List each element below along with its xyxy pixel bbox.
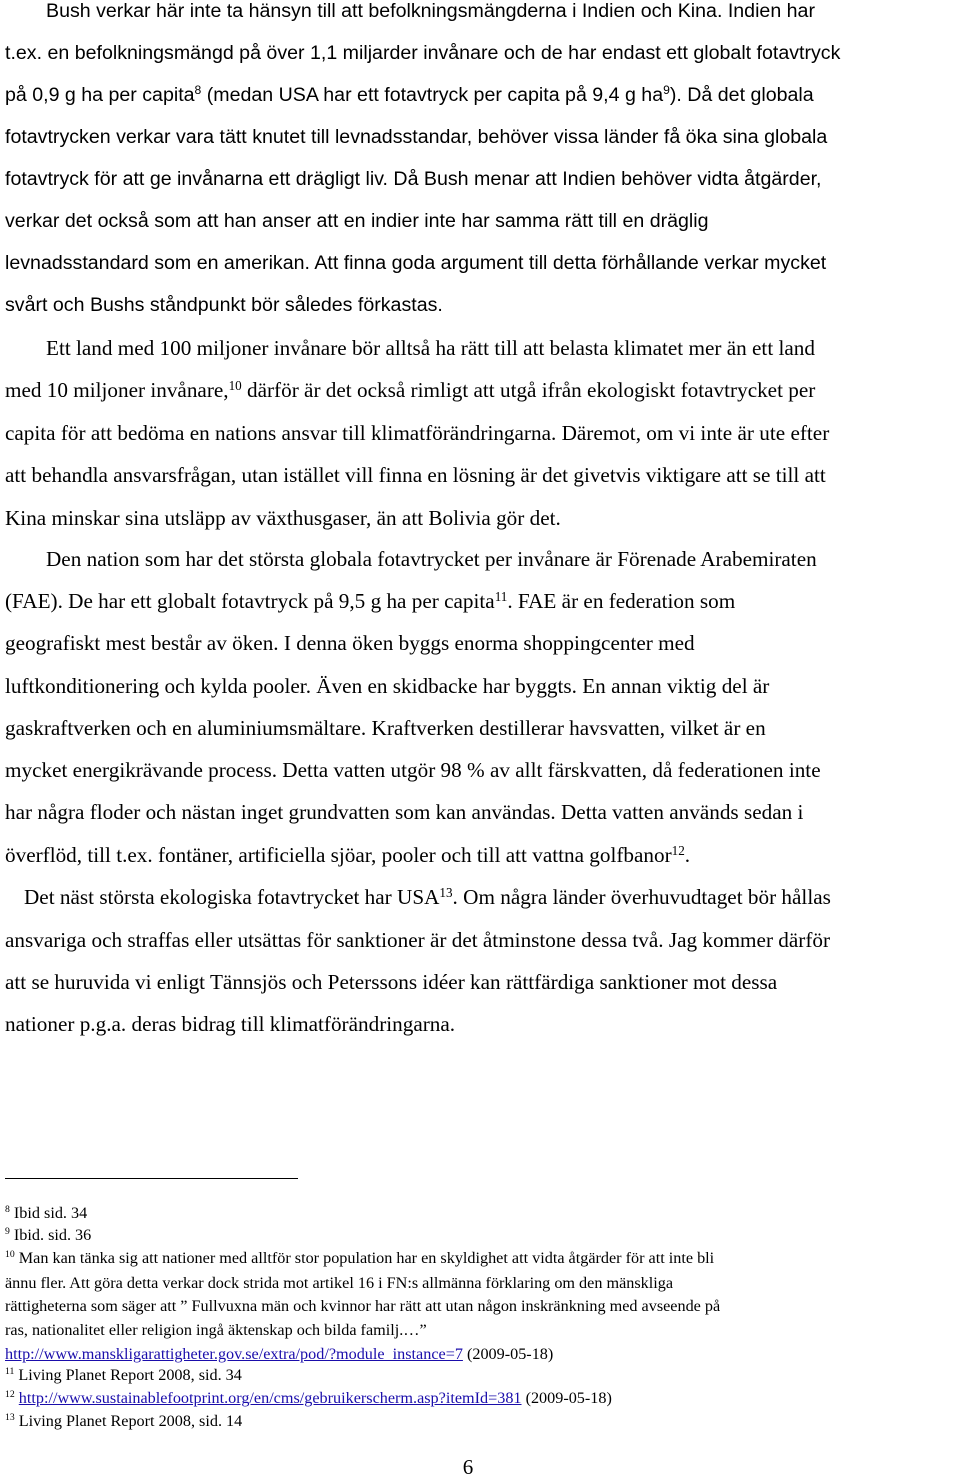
- paragraph-line: [5, 128, 827, 148]
- footnote-10-line: [5, 1275, 673, 1291]
- footnote-link[interactable]: http://www.manskligarattigheter.gov.se/extra/pod/?module_instance=7: [5, 1345, 463, 1363]
- text: nationer p.g.a. deras bidrag till klimatförändringarna.: [5, 1012, 456, 1036]
- footnote-number: 8: [5, 1204, 10, 1216]
- footnote-ref-10[interactable]: 10: [228, 377, 242, 393]
- text: . FAE är en federation som: [507, 589, 736, 613]
- paragraph-line: [5, 254, 826, 274]
- text: .: [684, 843, 691, 867]
- text: (FAE). De har ett globalt fotavtryck på 9,5 g ha per capita: [5, 589, 495, 613]
- footnote-link[interactable]: http://www.sustainablefootprint.org/en/cms/gebruikerscherm.asp?itemId=381: [18, 1389, 522, 1407]
- paragraph-line: [5, 760, 821, 781]
- footnote-8: [5, 1205, 87, 1221]
- text: levnadsstandard som en amerikan. Att finna goda argument till detta förhållande verkar mycket: [5, 252, 827, 274]
- paragraph-line: [5, 212, 709, 232]
- footnote-10-line: [5, 1346, 553, 1362]
- footnote-date: (2009-05-18): [521, 1389, 612, 1407]
- footnote-number: 13: [5, 1412, 15, 1424]
- footnote-number: 11: [5, 1366, 15, 1378]
- footnote-number: 12: [5, 1389, 15, 1401]
- footnote-ref-13[interactable]: 13: [439, 884, 453, 900]
- footnote-number: 10: [5, 1249, 15, 1261]
- text: . Om några länder överhuvudtaget bör hållas: [452, 885, 831, 909]
- text: mycket energikrävande process. Detta vatten utgör 98 % av allt färskvatten, då federationen inte: [5, 758, 821, 782]
- footnote-ref-11[interactable]: 11: [494, 588, 508, 604]
- footnote-text: Ibid sid. 34: [9, 1204, 88, 1222]
- footnote-10-line: [5, 1298, 720, 1314]
- text: verkar det också som att han anser att en indier inte har samma rätt till en dräglig: [5, 210, 709, 232]
- footnote-10: [5, 1250, 714, 1266]
- footnote-separator: [5, 1178, 298, 1179]
- paragraph-line: [5, 842, 691, 867]
- paragraph-line: [5, 718, 766, 739]
- text: därför är det också rimligt att utgå ifrån ekologiskt fotavtrycket per: [241, 378, 816, 402]
- text: Kina minskar sina utsläpp av växthusgaser, än att Bolivia gör det.: [5, 506, 561, 530]
- paragraph-line: [5, 972, 777, 993]
- footnote-date: (2009-05-18): [462, 1345, 554, 1363]
- paragraph-line: [5, 508, 561, 529]
- footnote-text: Man kan tänka sig att nationer med alltför stor population har en skyldighet att vidta åtgärder för att inte bli: [14, 1249, 715, 1267]
- footnote-13: [5, 1413, 242, 1429]
- paragraph-line: [5, 588, 736, 613]
- footnote-12: [5, 1390, 612, 1406]
- footnote-text: Ibid. sid. 36: [9, 1226, 92, 1244]
- text: fotavtryck för att ge invånarna ett drägligt liv. Då Bush menar att Indien behöver vidta åtgärder,: [5, 168, 822, 190]
- footnote-ref-12[interactable]: 12: [671, 842, 685, 858]
- text: ). Då det globala: [669, 84, 814, 106]
- text: att se huruvida vi enligt Tännsjös och Peterssons idéer kan rättfärdiga sanktioner mot dessa: [5, 970, 778, 994]
- footnote-text: Living Planet Report 2008, sid. 34: [14, 1366, 242, 1384]
- footnote-text: ras, nationalitet eller religion ingå äktenskap och bilda familj.…”: [5, 1321, 427, 1339]
- paragraph-line: [46, 549, 817, 570]
- text: Bush verkar här inte ta hänsyn till att befolkningsmängderna i Indien och Kina. Indien har: [46, 0, 815, 22]
- text: svårt och Bushs ståndpunkt bör således förkastas.: [5, 294, 443, 316]
- paragraph-line: [24, 884, 831, 909]
- footnote-text: Living Planet Report 2008, sid. 14: [14, 1412, 243, 1430]
- text: på 0,9 g ha per capita: [5, 84, 195, 106]
- paragraph-line: [46, 338, 815, 359]
- footnote-text: rättigheterna som säger att ” Fullvuxna män och kvinnor har rätt att utan någon inskränkning med avseende på: [5, 1297, 721, 1315]
- text: har några floder och nästan inget grundvatten som kan användas. Detta vatten används sedan i: [5, 800, 804, 824]
- footnote-9: [5, 1227, 91, 1243]
- paragraph-line: [5, 296, 443, 316]
- paragraph-line: [5, 423, 829, 444]
- paragraph-line: [5, 930, 830, 951]
- paragraph-line: [5, 170, 822, 190]
- text: med 10 miljoner invånare,: [5, 378, 229, 402]
- page-number: 6: [462, 1455, 474, 1479]
- paragraph-line: [5, 44, 840, 64]
- footnote-text: ännu fler. Att göra detta verkar dock strida mot artikel 16 i FN:s allmänna förklaring om den mänskliga: [5, 1274, 674, 1292]
- text: capita för att bedöma en nations ansvar till klimatförändringarna. Däremot, om vi inte är ute efter: [5, 421, 830, 445]
- paragraph-line: [5, 465, 826, 486]
- text: geografiskt mest består av öken. I denna öken byggs enorma shoppingcenter med: [5, 631, 695, 655]
- paragraph-line: [5, 1014, 455, 1035]
- text: att behandla ansvarsfrågan, utan istället vill finna en lösning är det givetvis viktigare att se till att: [5, 463, 826, 487]
- text: t.ex. en befolkningsmängd på över 1,1 miljarder invånare och de har endast ett globalt fotavtryck: [5, 42, 841, 64]
- footnote-10-line: [5, 1322, 427, 1338]
- paragraph-line: [5, 802, 803, 823]
- footnote-11: [5, 1367, 242, 1383]
- paragraph-line: [5, 676, 769, 697]
- paragraph-line: [5, 633, 695, 654]
- text: Ett land med 100 miljoner invånare bör alltså ha rätt till att belasta klimatet mer än ett land: [46, 336, 815, 360]
- text: luftkonditionering och kylda pooler. Även en skidbacke har byggts. En annan viktig del är: [5, 674, 770, 698]
- paragraph-line: [5, 83, 814, 106]
- footnote-ref-8[interactable]: 8: [194, 83, 202, 98]
- text: ansvariga och straffas eller utsättas för sanktioner är det åtminstone dessa två. Jag kommer därför: [5, 928, 831, 952]
- text: fotavtrycken verkar vara tätt knutet till levnadsstandar, behöver vissa länder få öka sina globala: [5, 126, 828, 148]
- paragraph-line: [46, 2, 815, 22]
- text: Den nation som har det största globala fotavtrycket per invånare är Förenade Arabemiraten: [46, 547, 817, 571]
- text: gaskraftverken och en aluminiumsmältare. Kraftverken destillerar havsvatten, vilket är en: [5, 716, 766, 740]
- paragraph-line: [5, 377, 816, 402]
- text: överflöd, till t.ex. fontäner, artificiella sjöar, pooler och till att vattna golfbanor: [5, 843, 672, 867]
- text: Det näst största ekologiska fotavtrycket har USA: [24, 885, 440, 909]
- text: (medan USA har ett fotavtryck per capita på 9,4 g ha: [201, 84, 664, 106]
- footnote-ref-9[interactable]: 9: [663, 83, 670, 98]
- footnote-number: 9: [5, 1226, 10, 1238]
